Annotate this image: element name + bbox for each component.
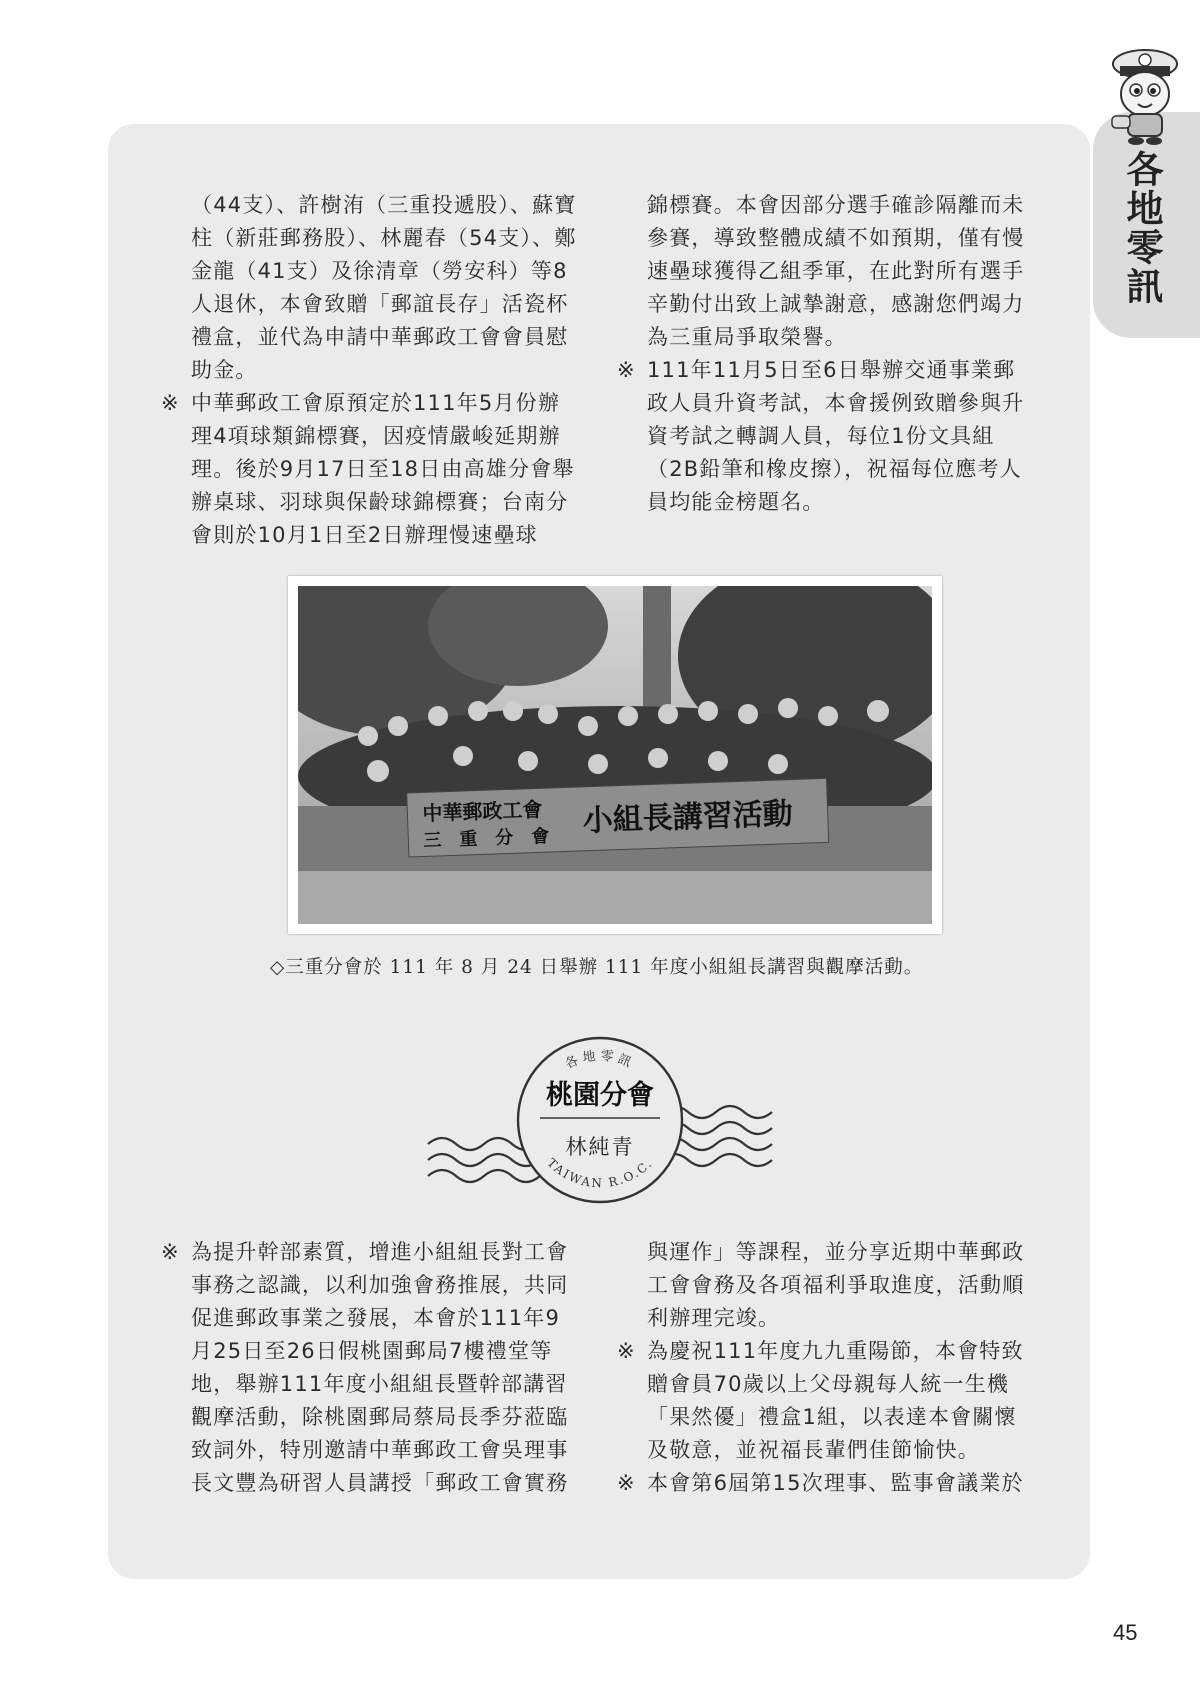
page-number: 45 (1113, 1620, 1138, 1645)
banner-union-text: 中華郵政工會 (422, 797, 543, 826)
group-photo-frame (288, 576, 942, 934)
group-photo (298, 586, 932, 924)
continued-paragraph: （44支）、許樹洧（三重投遞股）、蘇寶柱（新莊郵務股）、林麗春（54支）、鄭金龍（41支）及徐清章（勞安科）等8人退休，本會致贈「郵誼長存」活瓷杯禮盒，並代為申請中華郵政工會會員慰助金。 (191, 193, 577, 382)
bottom-right-column (617, 1236, 1035, 1500)
postman-mascot-icon (1102, 42, 1188, 146)
banner-branch-text: 三 重 分 會 (423, 826, 550, 852)
top-left-column (161, 189, 578, 552)
stamp-arc-top: 各地零訊 (562, 1048, 638, 1073)
bulleted-paragraph: ※ 為提升幹部素質，增進小組組長對工會事務之認識，以利加強會務推展，共同促進郵政事業之發展，本會於111年9月25日至26日假桃園郵局7樓禮堂等地，舉辦111年度小組組長暨幹部講習觀摩活動，除桃園郵局蔡局長季芬蒞臨致詞外，特別邀請中華郵政工會吳理事長文豐為研習人員講授「郵政工會實務 (161, 1236, 578, 1500)
bulleted-paragraph: ※ 本會第6屆第15次理事、監事會議業於 (617, 1467, 1035, 1500)
stamp-author: 林純青 (565, 1135, 635, 1159)
bottom-left-column (161, 1236, 578, 1500)
section-tab-label: 各地零訊 (1120, 150, 1164, 306)
bulleted-paragraph: ※ 111年11月5日至6日舉辦交通事業郵政人員升資考試，本會援例致贈參與升資考試之轉調人員，每位1份文具組（2B鉛筆和橡皮擦），祝福每位應考人員均能金榜題名。 (617, 354, 1035, 519)
stamp-branch: 桃園分會 (546, 1080, 654, 1111)
postmark-stamp (420, 1034, 780, 1210)
stamp-arc-bottom: TAIWAN R.O.C. (544, 1155, 656, 1191)
continued-paragraph: 錦標賽。本會因部分選手確診隔離而未參賽，導致整體成績不如預期，僅有慢速壘球獲得乙組季軍，在此對所有選手辛勤付出致上誠摯謝意，感謝您們竭力為三重局爭取榮譽。 (647, 193, 1025, 349)
continued-paragraph: 與運作」等課程，並分享近期中華郵政工會會務及各項福利爭取進度，活動順利辦理完竣。 (647, 1240, 1025, 1330)
top-right-column (617, 189, 1035, 519)
banner-title-text: 小組長講習活動 (582, 796, 794, 839)
bulleted-paragraph: ※ 為慶祝111年度九九重陽節，本會特致贈會員70歲以上父母親每人統一生機「果然優」禮盒1組，以表達本會關懷及敬意，並祝福長輩們佳節愉快。 (617, 1335, 1035, 1467)
bulleted-paragraph: ※ 中華郵政工會原預定於111年5月份辦理4項球類錦標賽，因疫情嚴峻延期辦理。後於9月17日至18日由高雄分會舉辦桌球、羽球與保齡球錦標賽；台南分會則於10月1日至2日辦理慢速壘球 (161, 387, 578, 552)
photo-caption: ◇三重分會於 111 年 8 月 24 日舉辦 111 年度小組組長講習與觀摩活動。 (270, 957, 924, 978)
